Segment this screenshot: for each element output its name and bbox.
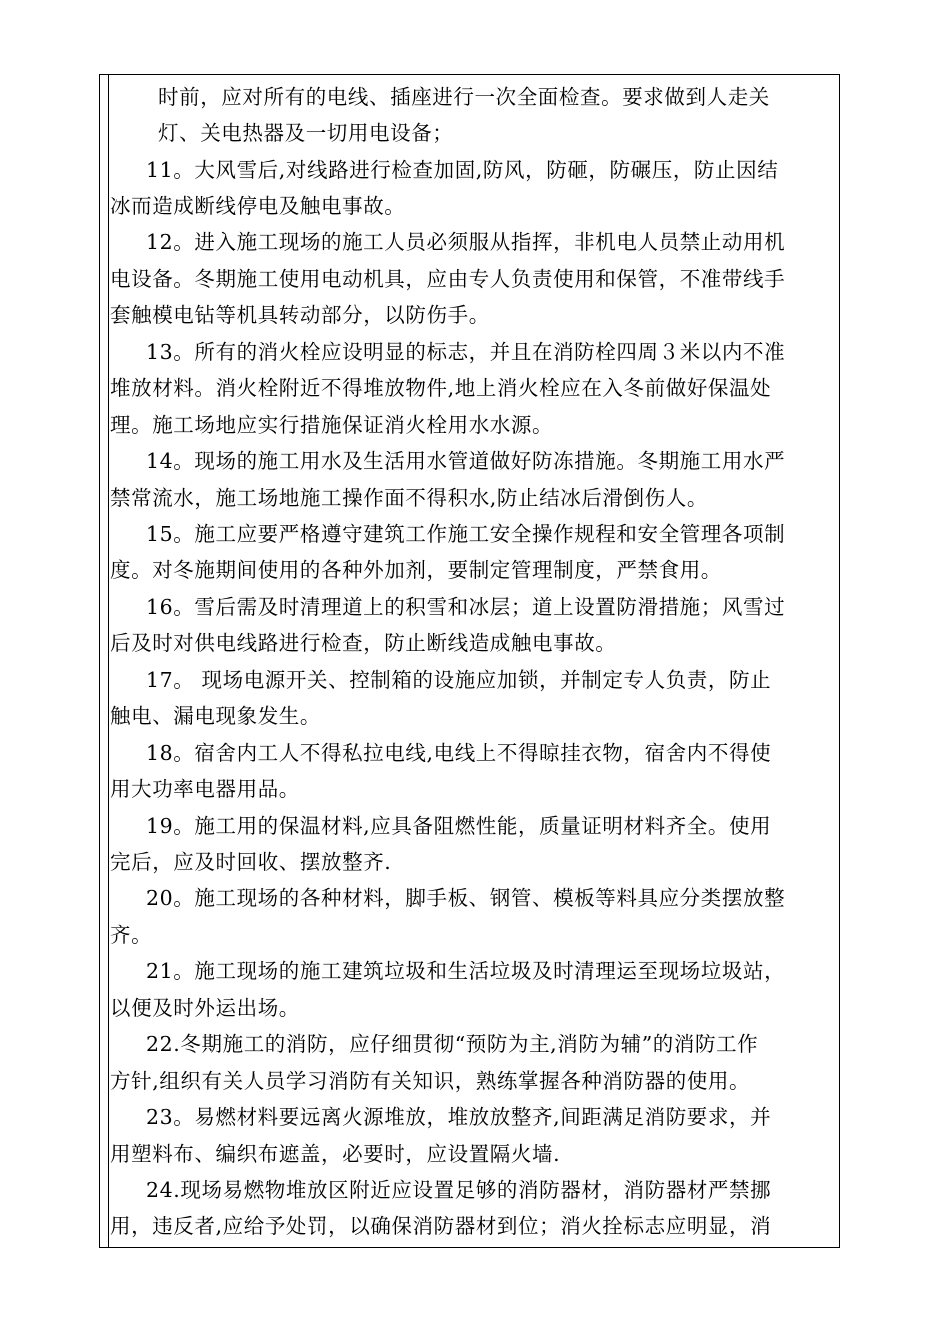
text-line: 11。大风雪后,对线路进行检查加固,防风，防砸，防碾压，防止因结 <box>146 158 779 182</box>
document-table-frame <box>99 74 840 1248</box>
text-line: 12。进入施工现场的施工人员必须服从指挥，非机电人员禁止动用机 <box>146 230 786 254</box>
text-line: 禁常流水，施工场地施工操作面不得积水,防止结冰后滑倒伤人。 <box>110 486 708 510</box>
text-line: 以便及时外运出场。 <box>110 996 300 1020</box>
text-line: 13。所有的消火栓应设明显的标志，并且在消防栓四周３米以内不准 <box>146 340 786 364</box>
text-line: 堆放材料。消火栓附近不得堆放物件,地上消火栓应在入冬前做好保温处 <box>110 376 772 400</box>
text-line: 17。 现场电源开关、控制箱的设施应加锁，并制定专人负责，防止 <box>146 668 772 692</box>
text-line: 18。宿舍内工人不得私拉电线,电线上不得晾挂衣物，宿舍内不得使 <box>146 741 772 765</box>
text-line: 23。易燃材料要远离火源堆放，堆放放整齐,间距满足消防要求，并 <box>146 1105 772 1129</box>
text-line: 冰而造成断线停电及触电事故。 <box>110 194 406 218</box>
text-line: 15。施工应要严格遵守建筑工作施工安全操作规程和安全管理各项制 <box>146 522 786 546</box>
text-line: 灯、关电热器及一切用电设备； <box>158 121 454 145</box>
text-line: 19。施工用的保温材料,应具备阻燃性能，质量证明材料齐全。使用 <box>146 814 772 838</box>
text-line: 16。雪后需及时清理道上的积雪和冰层；道上设置防滑措施；风雪过 <box>146 595 786 619</box>
text-line: 齐。 <box>110 923 153 947</box>
text-line: 度。对冬施期间使用的各种外加剂，要制定管理制度，严禁食用。 <box>110 558 722 582</box>
text-line: 21。施工现场的施工建筑垃圾和生活垃圾及时清理运至现场垃圾站， <box>146 959 786 983</box>
text-line: 方针,组织有关人员学习消防有关知识，熟练掌握各种消防器的使用。 <box>110 1069 751 1093</box>
text-line: 用大功率电器用品。 <box>110 777 300 801</box>
text-line: 完后，应及时回收、摆放整齐. <box>110 850 392 874</box>
text-line: 24.现场易燃物堆放区附近应设置足够的消防器材，消防器材严禁挪 <box>146 1178 772 1202</box>
text-line: 用，违反者,应给予处罚，以确保消防器材到位；消火拴标志应明显，消 <box>110 1214 772 1238</box>
text-line: 14。现场的施工用水及生活用水管道做好防冻措施。冬期施工用水严 <box>146 449 786 473</box>
text-line: 套触模电钻等机具转动部分，以防伤手。 <box>110 303 490 327</box>
text-line: 后及时对供电线路进行检查，防止断线造成触电事故。 <box>110 631 617 655</box>
text-line: 理。施工场地应实行措施保证消火栓用水水源。 <box>110 413 554 437</box>
text-line: 时前，应对所有的电线、插座进行一次全面检查。要求做到人走关 <box>158 85 770 109</box>
text-line: 触电、漏电现象发生。 <box>110 704 321 728</box>
text-line: 用塑料布、编织布遮盖，必要时，应设置隔火墙. <box>110 1142 561 1166</box>
text-line: 20。施工现场的各种材料，脚手板、钢管、模板等料具应分类摆放整 <box>146 886 786 910</box>
text-line: 22.冬期施工的消防，应仔细贯彻“预防为主,消防为辅”的消防工作 <box>146 1032 759 1056</box>
text-line: 电设备。冬期施工使用电动机具，应由专人负责使用和保管，不准带线手 <box>110 267 786 291</box>
table-column-divider <box>108 75 109 1247</box>
